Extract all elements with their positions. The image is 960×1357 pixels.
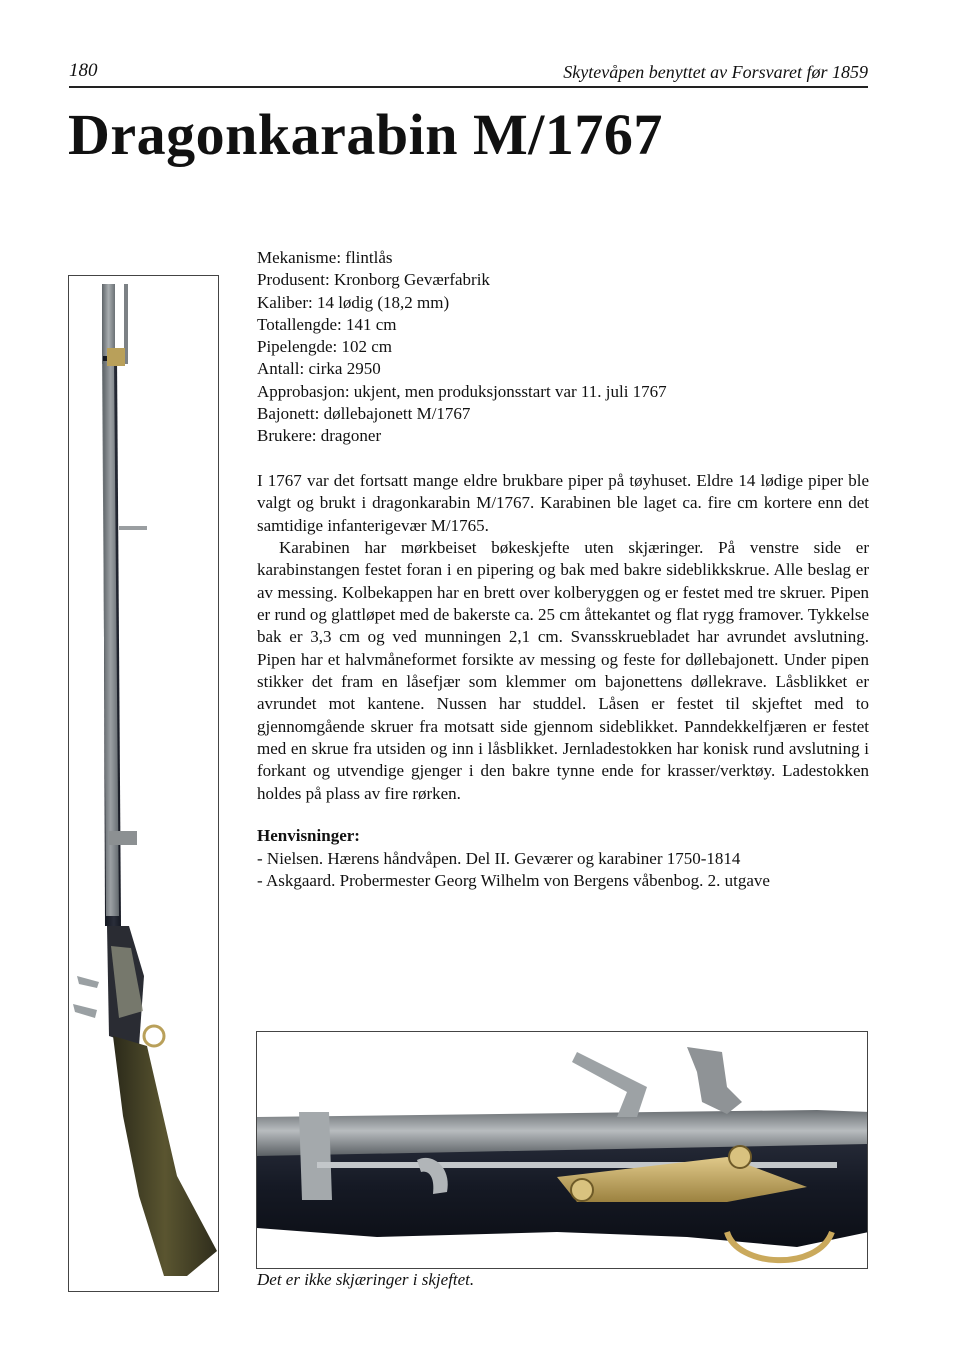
hammer <box>73 1004 97 1018</box>
frizzen-closeup <box>572 1052 647 1117</box>
lock-closeup-photo <box>256 1031 868 1269</box>
spec-line: Kaliber: 14 lødig (18,2 mm) <box>257 292 450 312</box>
frizzen <box>77 976 99 988</box>
spec-list <box>257 247 869 448</box>
sling-swivel <box>119 526 147 530</box>
hammer-closeup <box>687 1047 742 1114</box>
side-screw-front <box>571 1179 593 1201</box>
figure-caption: Det er ikke skjæringer i skjeftet. <box>257 1270 475 1289</box>
references <box>257 825 869 893</box>
page-number: 180 <box>69 60 98 81</box>
reference-item: - Nielsen. Hærens håndvåpen. Del II. Geværer og karabiner 1750-1814 <box>257 848 741 868</box>
full-rifle-photo <box>68 275 219 1292</box>
reference-item: - Askgaard. Probermester Georg Wilhelm von Bergens våbenbog. 2. utgave <box>257 871 770 890</box>
running-title: Skytevåpen benyttet av Forsvaret før 1859 <box>563 62 868 82</box>
front-band <box>107 348 125 366</box>
trigger-guard <box>144 1026 164 1046</box>
lock-closeup-illustration <box>257 1032 868 1269</box>
spec-line: Totallengde: 141 cm <box>257 314 397 334</box>
paragraph: Karabinen har mørkbeiset bøkeskjefte uten skjæringer. På venstre side er karabinstangen festet foran i en pipering og bak med bakre sideblikkskrue. Alle beslag er av messing. Kolbekappen har en brett over kolberyggen og er festet med tre skruer. Pipen er rund og glattløpet med de bakerste ca. 25 cm åttekantet og flat rygg framover. Tykkelse bak er 3,3 cm og ved munningen 2,1 cm. Svansskruebladet har avrundet avslutning. Pipen har et halvmåneformet forsikte av messing og feste for døllebajonett. Under pipen stikker det fram en låsefjær som klemmer om bajonettens døllekrave. Låsblikket er avrundet mot kantene. Nussen har studdel. Låsen er festet til skjeftet med to gjennomgående skruer fra motsatt side gjennom sideblikket. Panndekkelfjæren er festet med en skrue fra utsiden og inn i låsblikket. Jernladestokken har konisk rund avslutning i forkant og utvendige gjenger i den bakre tynne ende for krasser/verktøy. Ladestokken holdes på plass av fire rørken. <box>257 538 869 803</box>
spec-line: Produsent: Kronborg Geværfabrik <box>257 270 490 290</box>
spec-line: Bajonett: døllebajonett M/1767 <box>257 404 471 424</box>
references-heading: Henvisninger: <box>257 826 360 845</box>
barrel-band <box>299 1112 332 1200</box>
body-text <box>257 470 869 805</box>
spec-line: Approbasjon: ukjent, men produksjonsstart var 11. juli 1767 <box>257 381 667 401</box>
page-header <box>69 58 868 88</box>
paragraph: I 1767 var det fortsatt mange eldre brukbare piper på tøyhuset. Eldre 14 lødige piper ble valgt og brukt i dragonkarabin M/1767. Karabinen ble laget ca. fire cm kortere enn det samtidige infanterigevær M/1765. <box>257 471 869 535</box>
carbine-illustration <box>69 276 220 1293</box>
spec-line: Pipelengde: 102 cm <box>257 337 393 357</box>
middle-band <box>109 831 137 845</box>
butt-stock <box>113 1036 217 1276</box>
side-screw-rear <box>729 1146 751 1168</box>
spec-line: Antall: cirka 2950 <box>257 359 381 379</box>
page-title: Dragonkarabin M/1767 <box>68 102 663 167</box>
spec-line: Brukere: dragoner <box>257 426 382 446</box>
ramrod-closeup <box>317 1162 837 1168</box>
spec-line: Mekanisme: flintlås <box>257 248 393 267</box>
